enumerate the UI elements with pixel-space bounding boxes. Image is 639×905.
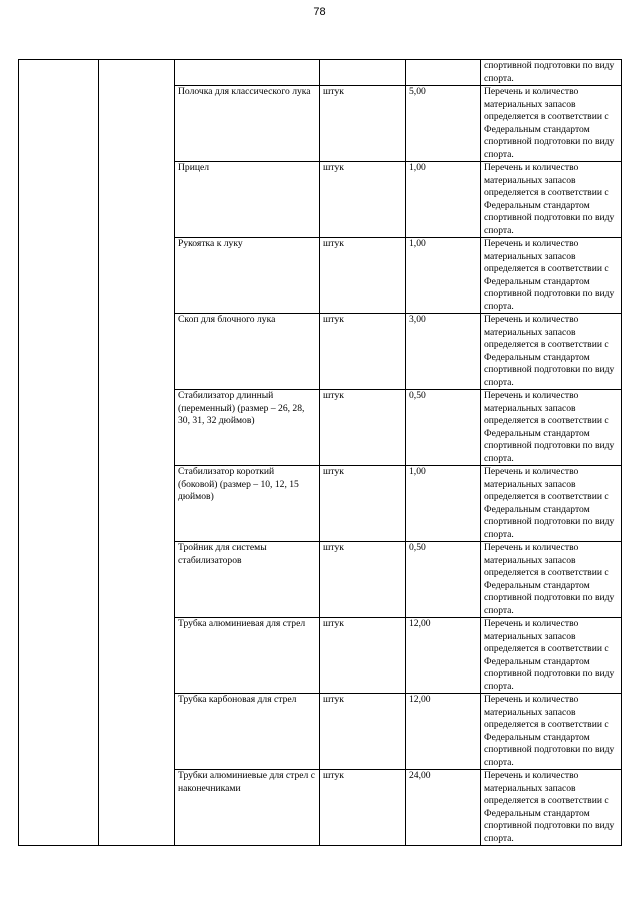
page-number: 78 xyxy=(313,6,326,18)
quantity-cell: 1,00 xyxy=(406,466,481,542)
table-row-continuation xyxy=(19,60,622,86)
name-cell: Прицел xyxy=(175,162,320,238)
unit-cell xyxy=(320,60,406,86)
quantity-cell: 1,00 xyxy=(406,238,481,314)
unit-cell: штук xyxy=(320,542,406,618)
unit-cell: штук xyxy=(320,770,406,846)
note-cell: Перечень и количество материальных запасов определяется в соответствии с Федеральным стандартом спортивной подготовки по виду спорта. xyxy=(481,390,622,466)
note-cell: Перечень и количество материальных запасов определяется в соответствии с Федеральным стандартом спортивной подготовки по виду спорта. xyxy=(481,618,622,694)
note-cell: Перечень и количество материальных запасов определяется в соответствии с Федеральным стандартом спортивной подготовки по виду спорта. xyxy=(481,770,622,846)
name-cell: Трубка карбоновая для стрел xyxy=(175,694,320,770)
quantity-cell: 5,00 xyxy=(406,86,481,162)
quantity-cell: 0,50 xyxy=(406,390,481,466)
name-cell: Рукоятка к луку xyxy=(175,238,320,314)
note-cell: Перечень и количество материальных запасов определяется в соответствии с Федеральным стандартом спортивной подготовки по виду спорта. xyxy=(481,466,622,542)
unit-cell: штук xyxy=(320,694,406,770)
quantity-cell: 12,00 xyxy=(406,694,481,770)
quantity-cell: 1,00 xyxy=(406,162,481,238)
unit-cell: штук xyxy=(320,238,406,314)
unit-cell: штук xyxy=(320,618,406,694)
name-cell: Тройник для системы стабилизаторов xyxy=(175,542,320,618)
name-cell: Скоп для блочного лука xyxy=(175,314,320,390)
name-cell: Стабилизатор длинный (переменный) (размер – 26, 28, 30, 31, 32 дюймов) xyxy=(175,390,320,466)
note-cell: спортивной подготовки по виду спорта. xyxy=(481,60,622,86)
name-cell: Трубки алюминиевые для стрел с наконечниками xyxy=(175,770,320,846)
note-cell: Перечень и количество материальных запасов определяется в соответствии с Федеральным стандартом спортивной подготовки по виду спорта. xyxy=(481,542,622,618)
note-cell: Перечень и количество материальных запасов определяется в соответствии с Федеральным стандартом спортивной подготовки по виду спорта. xyxy=(481,162,622,238)
category-cell-merged xyxy=(99,60,175,846)
unit-cell: штук xyxy=(320,390,406,466)
note-cell: Перечень и количество материальных запасов определяется в соответствии с Федеральным стандартом спортивной подготовки по виду спорта. xyxy=(481,238,622,314)
name-cell: Стабилизатор короткий (боковой) (размер – 10, 12, 15 дюймов) xyxy=(175,466,320,542)
note-cell: Перечень и количество материальных запасов определяется в соответствии с Федеральным стандартом спортивной подготовки по виду спорта. xyxy=(481,86,622,162)
quantity-cell: 0,50 xyxy=(406,542,481,618)
name-cell: Трубка алюминиевая для стрел xyxy=(175,618,320,694)
name-cell: Полочка для классического лука xyxy=(175,86,320,162)
quantity-cell: 3,00 xyxy=(406,314,481,390)
unit-cell: штук xyxy=(320,466,406,542)
quantity-cell xyxy=(406,60,481,86)
note-cell: Перечень и количество материальных запасов определяется в соответствии с Федеральным стандартом спортивной подготовки по виду спорта. xyxy=(481,694,622,770)
equipment-table xyxy=(18,59,622,846)
number-cell-merged xyxy=(19,60,99,846)
equipment-table-body xyxy=(19,60,622,846)
unit-cell: штук xyxy=(320,162,406,238)
quantity-cell: 12,00 xyxy=(406,618,481,694)
name-cell xyxy=(175,60,320,86)
unit-cell: штук xyxy=(320,314,406,390)
quantity-cell: 24,00 xyxy=(406,770,481,846)
note-cell: Перечень и количество материальных запасов определяется в соответствии с Федеральным стандартом спортивной подготовки по виду спорта. xyxy=(481,314,622,390)
unit-cell: штук xyxy=(320,86,406,162)
